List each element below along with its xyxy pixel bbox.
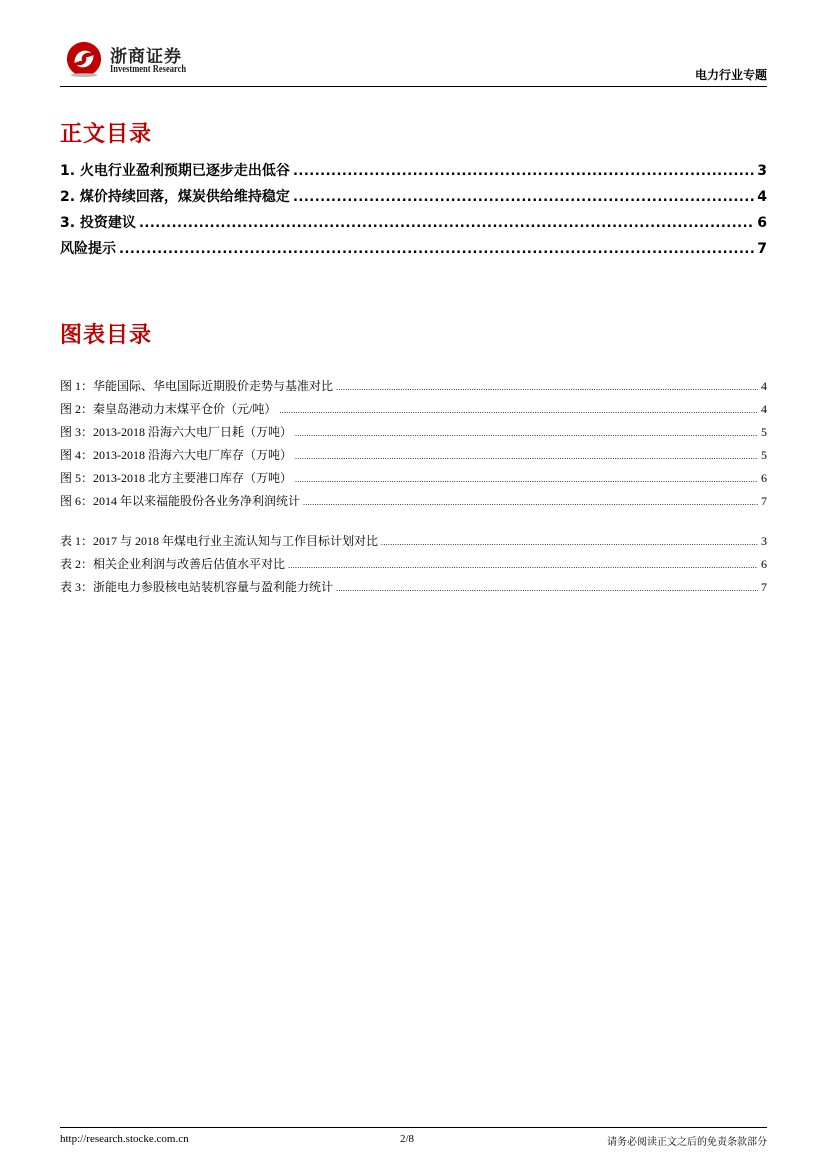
chart-item-page: 7 — [761, 494, 767, 508]
contents-item[interactable] — [60, 160, 767, 186]
table-item-page: 6 — [761, 557, 767, 571]
contents-item-page: 3 — [757, 163, 767, 179]
footer-disclaimer: 请务必阅读正文之后的免责条款部分 — [607, 1137, 767, 1148]
contents-list — [60, 160, 767, 264]
footer-divider — [60, 1127, 767, 1128]
chart-item-label: 图 2：秦皇岛港动力末煤平仓价（元/吨） — [60, 402, 277, 416]
leader-dots — [295, 429, 758, 438]
leader-dots — [293, 190, 754, 205]
chart-item-page: 6 — [761, 471, 767, 485]
contents-item-label: 1. 火电行业盈利预期已逐步走出低谷 — [60, 163, 290, 179]
table-list — [60, 532, 767, 601]
chart-item-label: 图 3：2013-2018 沿海六大电厂日耗（万吨） — [60, 425, 292, 439]
contents-item[interactable] — [60, 212, 767, 238]
leader-dots — [139, 216, 754, 231]
chart-item-page: 5 — [761, 448, 767, 462]
chart-list — [60, 377, 767, 515]
leader-dots — [295, 475, 758, 484]
leader-dots — [293, 164, 754, 179]
leader-dots — [288, 561, 758, 570]
figures-title: 图表目录 — [60, 323, 153, 348]
chart-item[interactable] — [60, 377, 767, 400]
leader-dots — [381, 538, 758, 547]
contents-title: 正文目录 — [60, 122, 153, 147]
brand-logo-icon — [65, 40, 103, 78]
page-header — [60, 38, 767, 88]
contents-item-label: 风险提示 — [60, 241, 116, 257]
chart-item[interactable] — [60, 446, 767, 469]
leader-dots — [336, 584, 758, 593]
contents-item-label: 3. 投资建议 — [60, 215, 136, 231]
chart-item-label: 图 1：华能国际、华电国际近期股价走势与基准对比 — [60, 379, 334, 393]
header-divider — [60, 86, 767, 87]
table-item[interactable] — [60, 532, 767, 555]
chart-item-page: 4 — [761, 402, 767, 416]
contents-item-page: 6 — [757, 215, 767, 231]
chart-item-label: 图 5：2013-2018 北方主要港口库存（万吨） — [60, 471, 292, 485]
chart-item-page: 5 — [761, 425, 767, 439]
leader-dots — [119, 242, 754, 257]
leader-dots — [279, 406, 758, 415]
page-number: 2/8 — [400, 1133, 415, 1145]
chart-item-page: 4 — [761, 379, 767, 393]
report-type: 电力行业专题 — [694, 68, 767, 82]
contents-item[interactable] — [60, 238, 767, 264]
contents-item[interactable] — [60, 186, 767, 212]
footer-url[interactable]: http://research.stocke.com.cn — [60, 1133, 189, 1145]
chart-item[interactable] — [60, 423, 767, 446]
leader-dots — [303, 498, 758, 507]
table-item[interactable] — [60, 578, 767, 601]
leader-dots — [295, 452, 758, 461]
contents-item-label: 2. 煤价持续回落，煤炭供给维持稳定 — [60, 189, 290, 205]
chart-item[interactable] — [60, 492, 767, 515]
brand-name-en: Investment Research — [110, 64, 187, 75]
table-item-label: 表 3：浙能电力参股核电站装机容量与盈利能力统计 — [60, 580, 334, 594]
table-item-page: 3 — [761, 534, 767, 548]
table-item[interactable] — [60, 555, 767, 578]
brand-name-cn: 浙商证券 — [110, 47, 182, 67]
contents-item-page: 4 — [757, 189, 767, 205]
chart-item-label: 图 4：2013-2018 沿海六大电厂库存（万吨） — [60, 448, 292, 462]
chart-item-label: 图 6：2014 年以来福能股份各业务净利润统计 — [60, 494, 301, 508]
chart-item[interactable] — [60, 469, 767, 492]
table-item-label: 表 1：2017 与 2018 年煤电行业主流认知与工作目标计划对比 — [60, 534, 379, 548]
chart-item[interactable] — [60, 400, 767, 423]
table-item-label: 表 2：相关企业利润与改善后估值水平对比 — [60, 557, 286, 571]
leader-dots — [336, 383, 758, 392]
contents-item-page: 7 — [757, 241, 767, 257]
table-item-page: 7 — [761, 580, 767, 594]
